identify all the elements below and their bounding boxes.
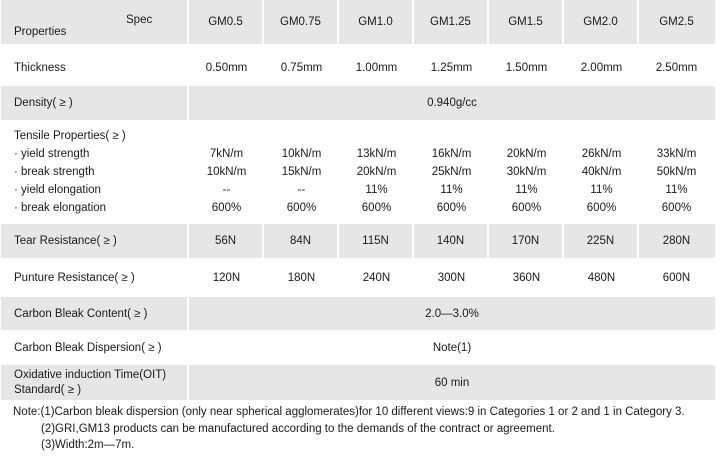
tensile-value: 10kN/m xyxy=(206,166,247,178)
tensile-column xyxy=(489,121,564,223)
oit-row xyxy=(1,365,715,400)
tensile-column xyxy=(639,121,714,223)
tensile-value: 40kN/m xyxy=(581,166,622,178)
grade-header: GM1.25 xyxy=(414,0,489,44)
tensile-value: 15kN/m xyxy=(281,166,322,178)
sub-label: · yield strength xyxy=(14,148,90,160)
tensile-value: 13kN/m xyxy=(356,148,397,160)
row-label: Thickness xyxy=(14,61,66,74)
tensile-value: 33kN/m xyxy=(656,148,697,160)
tensile-column xyxy=(264,121,339,223)
tensile-value: 10kN/m xyxy=(281,148,322,160)
tensile-value: 600% xyxy=(586,202,617,214)
thickness-row xyxy=(1,49,715,86)
sub-label: · break strength xyxy=(14,166,95,178)
thickness-value: 2.50mm xyxy=(655,61,698,74)
row-label: Density( ≥ ) xyxy=(1,86,189,120)
tensile-value: 7kN/m xyxy=(209,148,244,160)
note-line: (3)Width:2m—7m. xyxy=(41,439,135,451)
tensile-value: 20kN/m xyxy=(506,148,547,160)
thickness-value: 1.25mm xyxy=(430,61,473,74)
sub-label: · yield elongation xyxy=(14,184,101,196)
tensile-value: 20kN/m xyxy=(356,166,397,178)
tensile-value: 600% xyxy=(661,202,692,214)
oit-label-line2: Standard( ≥ ) xyxy=(14,383,82,396)
carbon-dispersion-row xyxy=(1,330,715,365)
tensile-value: 11% xyxy=(440,184,463,196)
tensile-value: 11% xyxy=(590,184,613,196)
tensile-value: 30kN/m xyxy=(506,166,547,178)
grade-header: GM0.5 xyxy=(189,0,264,44)
tensile-labels xyxy=(1,121,189,223)
puncture-value: 120N xyxy=(212,271,241,284)
density-value: 0.940g/cc xyxy=(427,97,477,109)
tear-value: 84N xyxy=(264,224,339,258)
header-corner-cell xyxy=(1,0,189,44)
oit-label-line1: Oxidative induction Time(OIT) xyxy=(14,368,167,381)
row-label: Carbon Bleak Dispersion( ≥ ) xyxy=(14,341,162,354)
tensile-value: 26kN/m xyxy=(581,148,622,160)
row-label: Carbon Bleak Content( ≥ ) xyxy=(1,297,189,330)
puncture-value: 300N xyxy=(437,271,466,284)
tear-value: 225N xyxy=(564,224,639,258)
tensile-value: -- xyxy=(297,184,306,196)
puncture-resistance-row xyxy=(1,259,715,296)
carbon-content-row xyxy=(1,297,715,330)
tensile-value: 600% xyxy=(511,202,542,214)
thickness-value: 1.00mm xyxy=(355,61,398,74)
puncture-value: 480N xyxy=(587,271,616,284)
tear-resistance-row xyxy=(1,224,715,258)
spec-label: Spec xyxy=(126,14,153,26)
grade-header: GM1.5 xyxy=(489,0,564,44)
tensile-value: 11% xyxy=(515,184,538,196)
row-label: Punture Resistance( ≥ ) xyxy=(14,271,135,284)
puncture-value: 600N xyxy=(662,271,691,284)
puncture-value: 360N xyxy=(512,271,541,284)
tensile-column xyxy=(189,121,264,223)
thickness-value: 0.50mm xyxy=(205,61,248,74)
grade-header: GM0.75 xyxy=(264,0,339,44)
tear-value: 280N xyxy=(662,235,691,247)
sub-label: · break elongation xyxy=(14,202,107,214)
tensile-value: -- xyxy=(222,184,231,196)
tear-value: 115N xyxy=(339,224,414,258)
tear-value: 140N xyxy=(414,224,489,258)
tensile-row xyxy=(1,121,715,223)
tensile-value: 11% xyxy=(365,184,388,196)
tensile-column xyxy=(564,121,639,223)
oit-value: 60 min xyxy=(434,376,470,389)
oit-label xyxy=(1,365,189,400)
header-row xyxy=(1,0,715,44)
tensile-value: 11% xyxy=(665,184,688,196)
carbon-content-value: 2.0—3.0% xyxy=(425,307,479,320)
tensile-value: 16kN/m xyxy=(431,148,472,160)
tensile-value: 600% xyxy=(286,202,317,214)
row-label: Tear Resistance( ≥ ) xyxy=(1,224,189,258)
thickness-value: 0.75mm xyxy=(280,61,323,74)
row-label: Tensile Properties( ≥ ) xyxy=(14,130,126,142)
tensile-value: 600% xyxy=(361,202,392,214)
notes xyxy=(13,404,713,454)
grade-header: GM1.0 xyxy=(339,0,414,44)
tensile-value: 50kN/m xyxy=(656,166,697,178)
carbon-dispersion-value: Note(1) xyxy=(432,341,472,354)
density-row xyxy=(1,86,715,120)
grade-header: GM2.5 xyxy=(659,16,694,28)
tensile-column xyxy=(339,121,414,223)
tensile-column xyxy=(414,121,489,223)
thickness-value: 2.00mm xyxy=(580,61,623,74)
thickness-value: 1.50mm xyxy=(505,61,548,74)
tensile-value: 600% xyxy=(436,202,467,214)
properties-label: Properties xyxy=(14,26,67,38)
tear-value: 170N xyxy=(489,224,564,258)
tensile-value: 25kN/m xyxy=(431,166,472,178)
puncture-value: 240N xyxy=(362,271,391,284)
grade-header: GM2.0 xyxy=(564,0,639,44)
tensile-value: 600% xyxy=(211,202,242,214)
tear-value: 56N xyxy=(189,224,264,258)
note-line: (2)GRI,GM13 products can be manufactured according to the demands of the contract or agreement. xyxy=(41,422,555,435)
puncture-value: 180N xyxy=(287,271,316,284)
note-line: Note:(1)Carbon bleak dispersion (only near spherical agglomerates)for 10 different views:9 in Categories 1 or 2 and 1 in Category 3. xyxy=(13,406,685,418)
